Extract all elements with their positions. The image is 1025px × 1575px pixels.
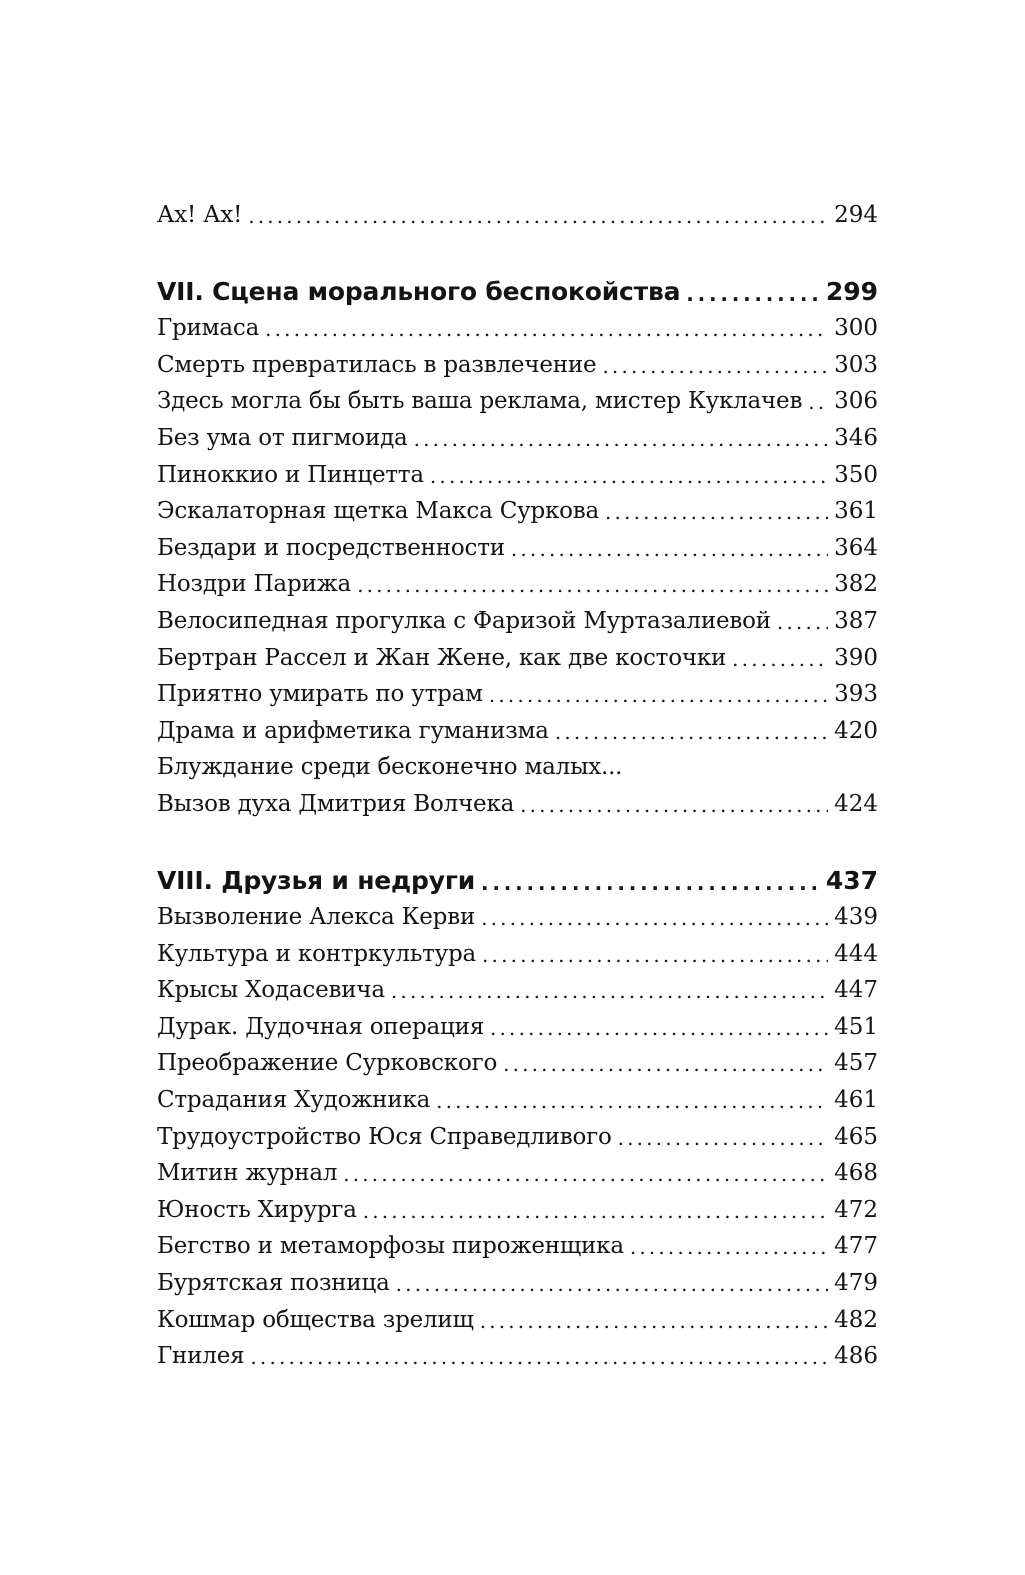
dot-leader (363, 1193, 828, 1230)
dot-leader (630, 1229, 828, 1266)
toc-entry (157, 1155, 878, 1192)
toc-page (157, 197, 878, 1375)
dot-leader (511, 531, 828, 568)
toc-entry-title: Трудоустройство Юся Справедливого (157, 1123, 612, 1150)
toc-entry-page: 393 (834, 681, 878, 708)
toc-entry (157, 1009, 878, 1046)
dot-leader (520, 787, 828, 824)
toc-entry-page: 468 (834, 1160, 878, 1187)
toc-entry-page: 387 (834, 607, 878, 634)
toc-entry-title: Бертран Рассел и Жан Жене, как две косточки (157, 644, 727, 671)
toc-entry-page: 294 (834, 202, 878, 228)
toc-entry (157, 786, 878, 823)
toc-entry-title: Смерть превратилась в развлечение (157, 351, 597, 378)
toc-entry-page: 447 (834, 977, 878, 1004)
toc-entry (157, 640, 878, 677)
toc-entry-title: Ах! Ах! (157, 202, 243, 228)
toc-entry (157, 603, 878, 640)
dot-leader (808, 384, 828, 421)
toc-entry-title: Гримаса (157, 315, 260, 342)
toc-entry (157, 347, 878, 384)
dot-leader (490, 1010, 828, 1047)
toc-entry (157, 457, 878, 494)
dot-leader (686, 276, 820, 313)
toc-entry (157, 1265, 878, 1302)
toc-entry (157, 749, 878, 786)
dot-leader (503, 1046, 828, 1083)
toc-entry-title: Вызов духа Дмитрия Волчека (157, 790, 515, 817)
toc-entry (157, 197, 878, 234)
toc-entry-title: Ноздри Парижа (157, 571, 352, 598)
dot-leader (265, 311, 828, 348)
toc-entry-title: Вызволение Алекса Керви (157, 904, 476, 931)
toc-entry-page: 461 (834, 1087, 878, 1114)
toc-entry-title: Бурятская позница (157, 1270, 390, 1297)
section-heading-title: VIII. Друзья и недруги (157, 865, 476, 895)
section-heading (157, 863, 878, 900)
toc-entry-title: Велосипедная прогулка с Фаризой Муртазалиевой (157, 607, 771, 634)
toc-entry (157, 530, 878, 567)
toc-entry-page: 361 (834, 498, 878, 525)
dot-leader (618, 1120, 828, 1157)
toc-entry-title: Гнилея (157, 1343, 245, 1370)
toc-entry (157, 1082, 878, 1119)
toc-entry-title: Пиноккио и Пинцетта (157, 461, 424, 488)
toc-entry-title: Эскалаторная щетка Макса Суркова (157, 498, 600, 525)
toc-entry (157, 310, 878, 347)
section-heading (157, 274, 878, 311)
section-spacer (157, 823, 878, 863)
toc-entry-title: Митин журнал (157, 1160, 338, 1187)
toc-entry-page: 364 (834, 534, 878, 561)
toc-entry-page: 300 (834, 315, 878, 342)
toc-entry (157, 493, 878, 530)
dot-leader (248, 198, 828, 235)
toc-entry-page: 479 (834, 1270, 878, 1297)
toc-entry-title: Кошмар общества зрелищ (157, 1306, 474, 1333)
dot-leader (481, 900, 828, 937)
dot-leader (430, 458, 828, 495)
toc-entry-title: Бегство и метаморфозы пироженщика (157, 1233, 624, 1260)
dot-leader (357, 567, 828, 604)
toc-entry-page: 424 (834, 790, 878, 817)
toc-entry (157, 1302, 878, 1339)
toc-entry-title: Приятно умирать по утрам (157, 681, 483, 708)
toc-entry-title: Юность Хирурга (157, 1196, 357, 1223)
toc-entry (157, 566, 878, 603)
toc-entry (157, 713, 878, 750)
dot-leader (777, 604, 828, 641)
toc-entry (157, 1228, 878, 1265)
toc-entry (157, 972, 878, 1009)
toc-entry-title: Бездари и посредственности (157, 534, 505, 561)
dot-leader (391, 973, 828, 1010)
toc-entry-page: 420 (834, 717, 878, 744)
toc-entry-title: Здесь могла бы быть ваша реклама, мистер Куклачев (157, 388, 803, 415)
dot-leader (480, 1303, 828, 1340)
dot-leader (555, 714, 828, 751)
toc-entry-page: 451 (834, 1013, 878, 1040)
toc-entry-page: 486 (834, 1343, 878, 1370)
toc-entry-page: 350 (834, 461, 878, 488)
section-spacer (157, 234, 878, 274)
toc-entry-page: 465 (834, 1123, 878, 1150)
toc-entry-title: Дурак. Дудочная операция (157, 1013, 485, 1040)
toc-entry-page: 444 (834, 940, 878, 967)
toc-entry-page: 390 (834, 644, 878, 671)
toc-entry (157, 1192, 878, 1229)
toc-entry-page: 306 (834, 388, 878, 415)
toc-entry (157, 676, 878, 713)
toc-entry (157, 420, 878, 457)
toc-entry-page: 346 (834, 424, 878, 451)
toc-entry-title: Страдания Художника (157, 1087, 431, 1114)
toc-entry-page: 382 (834, 571, 878, 598)
toc-entry (157, 936, 878, 973)
toc-entry-title: Блуждание среди бесконечно малых... (157, 754, 623, 781)
toc-entry-title: Крысы Ходасевича (157, 977, 385, 1004)
dot-leader (343, 1156, 828, 1193)
dot-leader (605, 494, 828, 531)
section-heading-page: 437 (825, 865, 878, 895)
toc-entry-page: 477 (834, 1233, 878, 1260)
toc-entry (157, 899, 878, 936)
toc-entry-title: Преображение Сурковского (157, 1050, 498, 1077)
dot-leader (489, 677, 828, 714)
toc-entry (157, 1119, 878, 1156)
dot-leader (481, 865, 820, 902)
dot-leader (396, 1266, 828, 1303)
toc-entry-title: Культура и контркультура (157, 940, 477, 967)
dot-leader (482, 937, 828, 974)
dot-leader (414, 421, 829, 458)
dot-leader (732, 641, 828, 678)
toc-entry-title: Драма и арифметика гуманизма (157, 717, 549, 744)
toc-entry-page: 439 (834, 904, 878, 931)
section-heading-page: 299 (825, 276, 878, 306)
toc-entry (157, 1045, 878, 1082)
toc-entry-page: 482 (834, 1306, 878, 1333)
toc-entry (157, 383, 878, 420)
section-heading-title: VII. Сцена морального беспокойства (157, 276, 681, 306)
dot-leader (436, 1083, 828, 1120)
toc-entry-page: 303 (834, 351, 878, 378)
toc-entry-page: 457 (834, 1050, 878, 1077)
toc-entry-page: 472 (834, 1196, 878, 1223)
dot-leader (602, 348, 828, 385)
toc-entry (157, 1338, 878, 1375)
toc-entry-title: Без ума от пигмоида (157, 424, 408, 451)
dot-leader (250, 1339, 828, 1376)
